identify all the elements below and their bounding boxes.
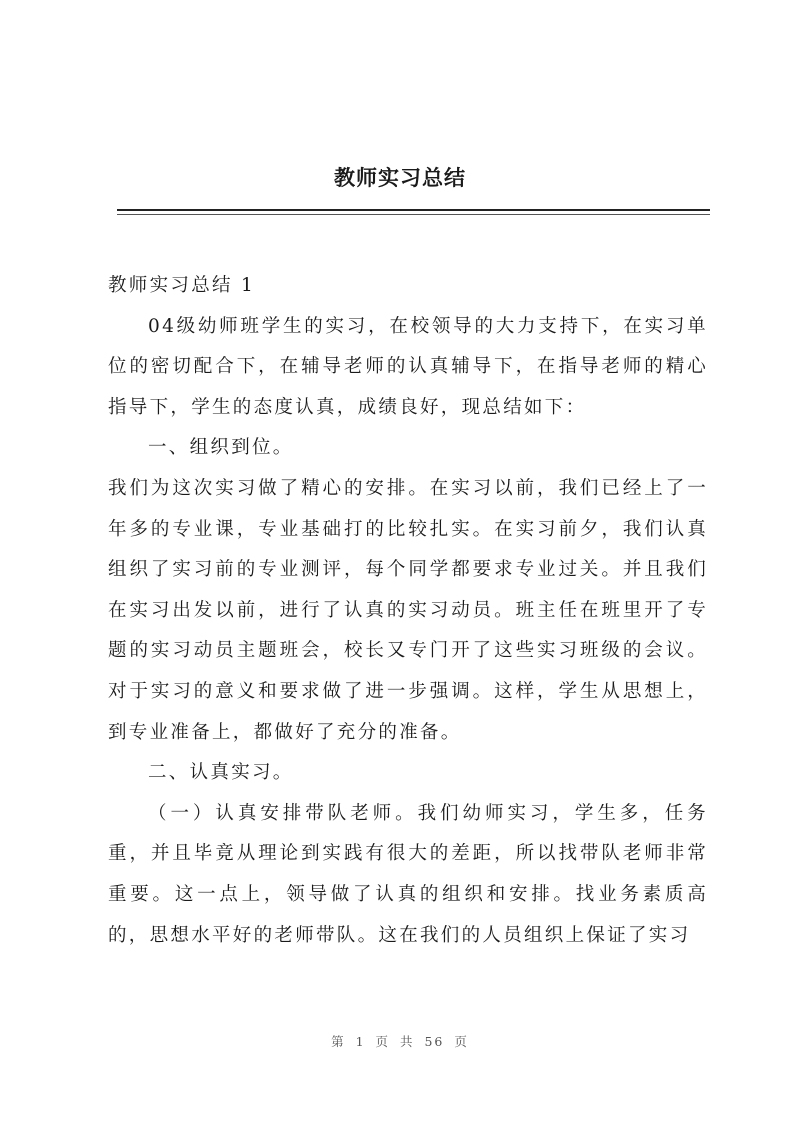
subheading: 二、认真实习。 (148, 762, 294, 784)
document-title: 教师实习总结 (334, 166, 466, 190)
document-body (108, 266, 708, 956)
paragraph: 我们为这次实习做了精心的安排。在实习以前，我们已经上了一年多的专业课，专业基础打的比较扎实。在实习前夕，我们认真组织了实习前的专业测评，每个同学都要求专业过关。并且我们在实习出发以前，进行了认真的实习动员。班主任在班里开了专题的实习动员主题班会，校长又专门开了这些实习班级的会议。对于实习的意义和要求做了进一步强调。这样，学生从思想上，到专业准备上，都做好了充分的准备。 (108, 477, 708, 743)
paragraph: 04级幼师班学生的实习，在校领导的大力支持下，在实习单位的密切配合下，在辅导老师的认真辅导下，在指导老师的精心指导下，学生的态度认真，成绩良好，现总结如下： (108, 315, 708, 418)
page-number-footer: 第 1 页 共 56 页 (331, 1034, 469, 1049)
subheading: 一、组织到位。 (148, 437, 294, 459)
section-heading: 教师实习总结 1 (108, 275, 256, 296)
title-divider (117, 209, 710, 211)
paragraph: （一）认真安排带队老师。我们幼师实习，学生多，任务重，并且毕竟从理论到实践有很大的差距，所以找带队老师非常重要。这一点上，领导做了认真的组织和安排。找业务素质高的，思想水平好的老师带队。这在我们的人员组织上保证了实习 (108, 802, 708, 946)
title-divider-thin (117, 214, 710, 215)
